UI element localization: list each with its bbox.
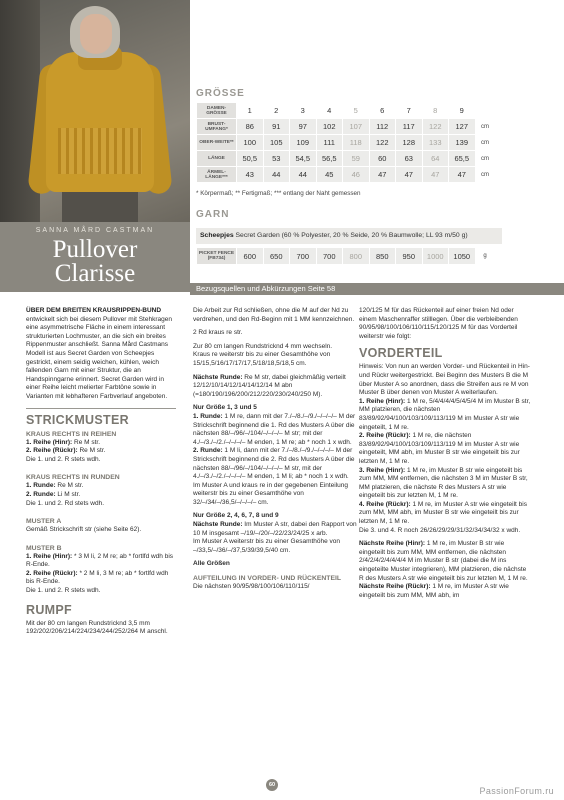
size-cell: 65,5: [449, 151, 476, 167]
model-pants: [62, 192, 138, 222]
model-photo: [0, 0, 190, 222]
col2-round1: [193, 413, 361, 447]
yarn-cell: 1050: [449, 248, 476, 265]
col2-aufteilung-text: Die nächsten 90/95/98/100/106/110/115/: [193, 583, 310, 591]
size-cell: 122: [369, 135, 396, 151]
col2-continue-b: Im Muster A weiterstr bis zu einer Gesamthöhe von –/33,5/–/36/–/37,5/39/39,5/40 cm.: [193, 538, 341, 554]
col2-p5: [193, 374, 361, 400]
size-cell: 107: [343, 119, 370, 135]
yarn-cell: 800: [343, 248, 370, 265]
size-cell: 122: [422, 119, 449, 135]
designer-name: SANNA MÅRD CASTMAN: [35, 227, 155, 234]
reference-text: Bezugsquellen und Abkürzungen Seite 58: [196, 284, 336, 293]
heading-all-sizes: Alle Größen: [193, 560, 230, 568]
kraus-runden-repeat: Die 1. und 2. Rd stets wdh.: [26, 499, 105, 507]
vorderteil-next-rueckr: [359, 583, 531, 600]
col2-p2: 2 Rd kraus re str.: [193, 329, 243, 337]
size-cell: 54,5: [290, 151, 317, 167]
size-cell: 44: [290, 167, 317, 183]
size-row: [197, 135, 496, 151]
col2-p3: Zur 80 cm langen Rundstricknd 4 mm wechseln.: [193, 342, 333, 350]
muster-b-repeat: Die 1. und 2. R stets wdh.: [26, 587, 101, 595]
row-label: 4. Reihe (Rückr):: [359, 500, 411, 508]
yarn-cell: 650: [263, 248, 290, 265]
divider: [26, 408, 176, 409]
size-cell: 117: [396, 119, 423, 135]
column-1: [26, 307, 176, 637]
pattern-title-line1: Pullover: [52, 236, 138, 263]
kraus-runden-row2: [26, 491, 176, 500]
page-number: 60: [266, 779, 278, 791]
rumpf-text: Mit der 80 cm langen Rundstricknd 3,5 mm 192/202/206/214/224/234/244/252/264 M anschl.: [26, 619, 168, 636]
row-text: Re M str.: [77, 447, 106, 455]
size-row: [197, 119, 496, 135]
heading-kraus-reihen: KRAUS RECHTS IN REIHEN: [26, 430, 117, 438]
size-cell: 100: [237, 135, 264, 151]
yarn-color-label: PICKET FENCE (FB734): [197, 248, 237, 265]
heading-muster-a: MUSTER A: [26, 518, 62, 526]
size-cell: 53: [263, 151, 290, 167]
row-label: 1. Reihe (Hinr):: [359, 397, 406, 405]
heading-rumpf: RUMPF: [26, 602, 72, 617]
yarn-row: [197, 248, 496, 265]
row-text: * 2 M li, 3 M re; ab * fortlfd wdh bis R-Ende.: [26, 569, 169, 586]
heading-sizes-2-4-6: Nur Größe 2, 4, 6, 7, 8 und 9: [193, 512, 279, 520]
size-heading: GRÖSSE: [196, 88, 245, 99]
watermark: PassionForum.ru: [479, 786, 554, 796]
size-row: [197, 151, 496, 167]
size-cell: 47: [369, 167, 396, 183]
row-label: Nächste Runde:: [193, 521, 243, 529]
yarn-description: [196, 228, 502, 244]
col2-next-round: [193, 521, 361, 538]
vorderteil-repeat: Die 3. und 4. R noch 26/26/29/29/31/32/34/34/32 x wdh.: [359, 526, 521, 534]
size-footnote: * Körpermaß; ** Fertigmaß; *** entlang der Naht gemessen: [196, 190, 361, 197]
size-unit: cm: [475, 167, 495, 183]
size-cell: 9: [449, 103, 476, 119]
size-row-label: LÄNGE: [197, 151, 237, 167]
vorderteil-row4: [359, 501, 531, 527]
yarn-heading: GARN: [196, 209, 230, 220]
row-label: 2. Reihe (Rückr):: [359, 432, 411, 440]
size-cell: 7: [396, 103, 423, 119]
intro-text: entwickelt sich bei diesem Pullover mit Stehkragen eine asymmetrische Fläche in einem interessant strukturierten Lochmuster, an die sich ein breites Rippenmuster anschließt. Sanna Mård Castmans Modell ist aus Secret Garden von Scheepjes gestrickt, einem seidig weichen, kühlen, weich fallenden Garn mit einer Struktur, die an Handspinngarne erinnert. Secret Garden wird in einer Reihe leicht melierter Farbtöne sowie in Varianten mit lebhafteren Farbverlauf angeboten.: [26, 315, 172, 400]
size-cell: 64: [422, 151, 449, 167]
size-cell: 3: [290, 103, 317, 119]
vorderteil-row1: [359, 398, 531, 432]
column-3: [359, 307, 531, 600]
heading-kraus-runden: KRAUS RECHTS IN RUNDEN: [26, 474, 120, 482]
row-text: Im Muster A str, dabei den Rapport von 10 M insgesamt –/19/–/20/–/22/23/24/25 x arb.: [193, 521, 357, 537]
sweater-lace-panel: [58, 128, 142, 174]
row-text: 1 M re, im Muster B str wie eingeteilt bis zum MM, MM entfernen, die nächsten 2/4/2/4/2/4/4/4/4 M im Muster B str (dabei die M ins eingeteilte Muster integrieren), MM platzieren, die nächste R des Musters A str wie eingeteilt bis zur letzten M, 1 M re.: [359, 540, 528, 582]
size-row: [197, 103, 496, 119]
size-cell: 63: [396, 151, 423, 167]
row-label: 2. Runde:: [26, 490, 56, 498]
size-cell: 6: [369, 103, 396, 119]
size-cell: 128: [396, 135, 423, 151]
size-cell: 5: [343, 103, 370, 119]
yarn-unit: g: [475, 248, 495, 265]
col2-round2: [193, 447, 361, 481]
row-text: 1 M re, im Muster B str wie eingeteilt bis zum MM, MM entfernen, die nächsten 3 M im Muster B str, MM platzieren, die nächste R des Musters A str wie eingeteilt bis zur letzten M, 1 M re.: [359, 466, 528, 500]
row-label: Nächste Runde:: [193, 373, 243, 381]
size-unit: [475, 103, 495, 119]
yarn-cell: 950: [396, 248, 423, 265]
size-cell: 47: [449, 167, 476, 183]
heading-sizes-1-3-5: Nur Größe 1, 3 und 5: [193, 404, 257, 412]
row-text: * 3 M li, 2 M re; ab * fortlfd wdh bis R-Ende.: [26, 552, 174, 569]
vorderteil-row2: [359, 432, 531, 466]
row-label: Nächste Reihe (Hinr):: [359, 540, 426, 548]
size-cell: 4: [316, 103, 343, 119]
row-text: 1 M re, im Muster A str wie eingeteilt bis zum MM, MM abh, im: [359, 583, 509, 599]
column-2: [193, 307, 361, 592]
yarn-cell: 700: [290, 248, 317, 265]
heading-muster-b: MUSTER B: [26, 544, 62, 552]
heading-aufteilung: AUFTEILUNG IN VORDER- UND RÜCKENTEIL: [193, 575, 342, 583]
row-text: 1 M re, 5/4/4/4/4/5/4/5/4 M im Muster B str, MM platzieren, die nächsten 83/89/92/94/100/103/109/113/119 M im Muster A str wie eingeteilt, 1 M re.: [359, 397, 531, 431]
size-row: [197, 167, 496, 183]
row-text: Li M str.: [55, 490, 81, 498]
size-cell: 47: [396, 167, 423, 183]
row-text: 1 M li, dann mit der 7./–/8./–/9./–/–/–/– M der Strickschrift beginnend die 2. Rd des Musters A über die nächsten 88/–/96/–/104/–/–/–/– M str, mit der 4./–/3./–/2./–/–/–/– M enden, 1 M li; ab * noch 1 x wdh.: [193, 447, 355, 481]
size-cell: 111: [316, 135, 343, 151]
size-cell: 105: [263, 135, 290, 151]
heading-strickmuster: STRICKMUSTER: [26, 412, 129, 427]
row-label: Nächste Reihe (Rückr):: [359, 583, 431, 591]
size-cell: 43: [237, 167, 264, 183]
col2-p4: Kraus re weiterstr bis zu einer Gesamthöhe von 15/15,5/16/17/17/17,5/18/18,5/18,5 cm.: [193, 351, 331, 367]
row-text: Re M str.: [55, 482, 84, 490]
muster-b-row2: [26, 570, 176, 587]
row-label: 1. Runde:: [26, 482, 56, 490]
row-label: 1. Reihe (Hinr):: [26, 552, 73, 560]
row-text: 1 M re, dann mit der 7./–/8./–/9./–/–/–/– M der Strickschrift beginnend die 1. Rd des Musters A über die nächsten 88/–/96/–/104/–/–/–/– M str; mit der 4./–/3./–/2./–/–/–/– M enden, 1 M re; ab * noch 1 x wdh.: [193, 412, 356, 446]
row-label: 1. Reihe (Hinr):: [26, 438, 73, 446]
yarn-brand: Scheepjes: [200, 232, 234, 239]
size-cell: 1: [237, 103, 264, 119]
size-cell: 2: [263, 103, 290, 119]
row-label: 3. Reihe (Hinr):: [359, 466, 406, 474]
row-label: 2. Runde:: [193, 447, 223, 455]
col3-p1: 120/125 M für das Rückenteil auf einer freien Nd oder einem Maschenraffer stilllegen. Über die verbleibenden 90/95/98/100/106/110/115/120/125 M für das Vorderteil weiterstr wie folgt:: [359, 307, 518, 340]
reference-bar: [190, 283, 564, 295]
size-cell: 127: [449, 119, 476, 135]
size-cell: 102: [316, 119, 343, 135]
size-cell: 97: [290, 119, 317, 135]
yarn-cell: 850: [369, 248, 396, 265]
size-unit: cm: [475, 151, 495, 167]
title-panel: [0, 222, 190, 292]
pattern-title-line2: Clarisse: [54, 260, 136, 287]
size-cell: 47: [422, 167, 449, 183]
size-cell: 139: [449, 135, 476, 151]
size-cell: 45: [316, 167, 343, 183]
yarn-details: Secret Garden (60 % Polyester, 20 % Seide, 20 % Baumwolle; LL 93 m/50 g): [233, 232, 468, 239]
row-text: 1 M re, im Muster A str wie eingeteilt bis zum MM, MM abh, im Muster B str wie eingeteilt bis zur letzten M, 1 M re.: [359, 500, 527, 526]
size-cell: 118: [343, 135, 370, 151]
vorderteil-row3: [359, 467, 531, 501]
yarn-cell: 1000: [422, 248, 449, 265]
kraus-runden-row1: [26, 482, 176, 491]
kraus-reihen-row1: [26, 439, 176, 448]
muster-a-text: Gemäß Strickschrift str (siehe Seite 62).: [26, 526, 142, 534]
kraus-reihen-repeat: Die 1. und 2. R stets wdh.: [26, 455, 101, 463]
size-row-label: OBER-WEITE**: [197, 135, 237, 151]
size-unit: cm: [475, 119, 495, 135]
row-label: 2. Reihe (Rückr):: [26, 447, 78, 455]
size-cell: 109: [290, 135, 317, 151]
size-unit: cm: [475, 135, 495, 151]
size-cell: 60: [369, 151, 396, 167]
yarn-cell: 600: [237, 248, 264, 265]
size-cell: 133: [422, 135, 449, 151]
size-row-label: DAMEN-GRÖSSE: [197, 103, 237, 119]
col2-p1: Die Arbeit zur Rd schließen, ohne die M auf der Nd zu verdrehen, und den Rd-Beginn mit 1 MM kennzeichnen.: [193, 307, 355, 323]
row-text: Re M str.: [72, 438, 101, 446]
row-text: 1 M re, die nächsten 83/89/92/94/100/103/109/113/119 M im Muster A str wie eingeteilt, MM abh, im Muster B str wie eingeteilt bis zur letzten M, 1 M re.: [359, 432, 520, 465]
intro-bold: ÜBER DEM BREITEN KRAUSRIPPEN-BUND: [26, 307, 162, 314]
size-cell: 56,5: [316, 151, 343, 167]
size-cell: 44: [263, 167, 290, 183]
kraus-reihen-row2: [26, 447, 176, 456]
size-cell: 59: [343, 151, 370, 167]
col2-continue-a: Im Muster A und kraus re in der gegebenen Einteilung weiterstr bis zu einer Gesamthöhe von 32/–/34/–/36,5/–/–/–/– cm.: [193, 481, 349, 506]
size-row-label: ÄRMEL-LÄNGE***: [197, 167, 237, 183]
heading-vorderteil: VORDERTEIL: [359, 346, 443, 361]
size-cell: 86: [237, 119, 264, 135]
yarn-cell: 700: [316, 248, 343, 265]
size-table: [196, 102, 496, 183]
size-cell: 8: [422, 103, 449, 119]
size-cell: 91: [263, 119, 290, 135]
vorderteil-next-hinr: [359, 540, 531, 583]
row-label: 2. Reihe (Rückr):: [26, 569, 78, 577]
muster-b-row1: [26, 553, 176, 570]
row-label: 1. Runde:: [193, 412, 223, 420]
yarn-table: [196, 247, 496, 265]
intro-paragraph: [26, 307, 176, 402]
col3-hint: Hinweis: Von nun an werden Vorder- und Rückenteil in Hin- und Rückr weitergestrickt. Bei Beginn des Musters B die M über Muster A so anordnen, dass die Streifen aus re M von Muster B über denen von Muster A weiterlaufen.: [359, 363, 530, 397]
row-text: Re M str, dabei gleichmäßig verteilt 12/12/10/14/12/14/14/12/14 M abn (=180/190/196/200/212/220/230/240/250 M).: [193, 373, 346, 398]
size-cell: 50,5: [237, 151, 264, 167]
model-face: [80, 14, 112, 54]
size-cell: 112: [369, 119, 396, 135]
size-row-label: BRUST-UMFANG*: [197, 119, 237, 135]
size-cell: 46: [343, 167, 370, 183]
